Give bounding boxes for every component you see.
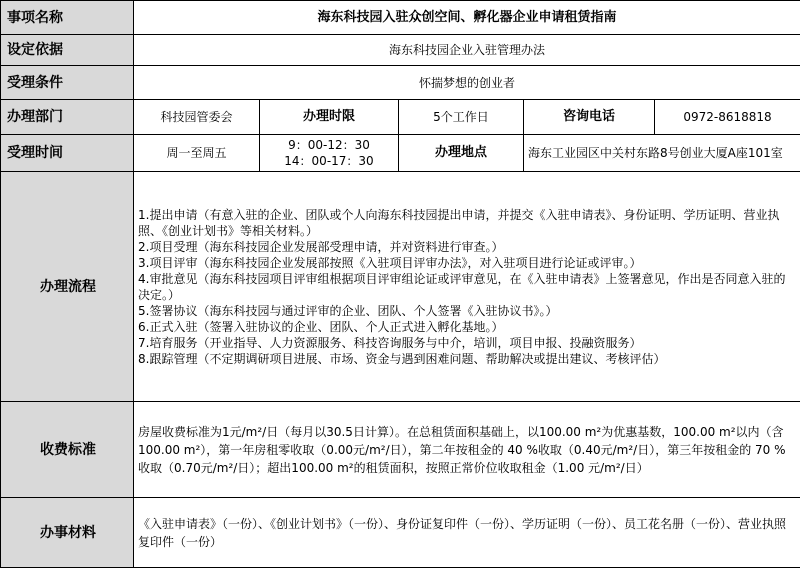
basis-label: 设定依据: [1, 35, 134, 66]
row-title: [1, 1, 800, 35]
row-fees: [1, 402, 800, 498]
materials-value: 《入驻申请表》（一份）、《创业计划书》（一份）、身份证复印件（一份）、学历证明（一份）、员工花名册（一份）、营业执照复印件（一份）: [134, 498, 800, 568]
materials-label: 办事材料: [1, 498, 134, 568]
reception-days: 周一至周五: [134, 135, 260, 172]
reception-label: 受理时间: [1, 135, 134, 172]
process-step: 5.签署协议（海东科技园与通过评审的企业、团队、个人签署《入驻协议书》。）: [138, 303, 796, 319]
hours-morning: 9：00-12：30: [264, 137, 394, 153]
title-label: 事项名称: [1, 1, 134, 35]
location-value: 海东工业园区中关村东路8号创业大厦A座101室: [524, 135, 800, 172]
process-step: 3.项目评审（海东科技园企业发展部按照《入驻项目评审办法》，对入驻项目进行论证或评审。）: [138, 255, 796, 271]
reception-hours: [260, 135, 399, 172]
process-step: 1.提出申请（有意入驻的企业、团队或个人向海东科技园提出申请，并提交《入驻申请表》、身份证明、学历证明、营业执照、《创业计划书》等相关材料。）: [138, 207, 796, 239]
row-conditions: [1, 66, 800, 100]
row-department: [1, 100, 800, 135]
row-reception: [1, 135, 800, 172]
title-value: 海东科技园入驻众创空间、孵化器企业申请租赁指南: [134, 1, 800, 35]
conditions-label: 受理条件: [1, 66, 134, 100]
phone-value: 0972-8618818: [655, 100, 800, 135]
process-step: 8.跟踪管理（不定期调研项目进展、市场、资金与遇到困难问题、帮助解决或提出建议、考核评估）: [138, 351, 796, 367]
department-value: 科技园管委会: [134, 100, 260, 135]
phone-label: 咨询电话: [524, 100, 655, 135]
hours-afternoon: 14：00-17：30: [264, 153, 394, 169]
row-materials: [1, 498, 800, 568]
process-step: 6.正式入驻（签署入驻协议的企业、团队、个人正式进入孵化基地。）: [138, 319, 796, 335]
conditions-value: 怀揣梦想的创业者: [134, 66, 800, 100]
fees-value: 房屋收费标准为1元/m²/日（每月以30.5日计算）。在总租赁面积基础上，以100.00 m²为优惠基数，100.00 m²以内（含 100.00 m²），第一年房租零收取（0.00元/m²/日），第二年按租金的 40 %收取（0.40元/m²/日），第三年按租金的 70 %收取（0.70元/m²/日）；超出100.00 m²的租赁面积，按照正常价位收取租金（1.00 元/m²/日）: [134, 402, 800, 498]
process-step: 4.审批意见（海东科技园项目评审组根据项目评审组论证或评审意见，在《入驻申请表》上签署意见，作出是否同意入驻的决定。）: [138, 271, 796, 303]
time-limit-label: 办理时限: [260, 100, 399, 135]
department-label: 办理部门: [1, 100, 134, 135]
location-label: 办理地点: [399, 135, 524, 172]
process-steps: [134, 172, 800, 402]
process-step: 7.培育服务（开业指导、人力资源服务、科技咨询服务与中介，培训，项目申报、投融资服务）: [138, 335, 796, 351]
time-limit-value: 5个工作日: [399, 100, 524, 135]
process-step: 2.项目受理（海东科技园企业发展部受理申请，并对资料进行审查。）: [138, 239, 796, 255]
process-label: 办理流程: [1, 172, 134, 402]
row-basis: [1, 35, 800, 66]
row-process: [1, 172, 800, 402]
fees-label: 收费标准: [1, 402, 134, 498]
basis-value: 海东科技园企业入驻管理办法: [134, 35, 800, 66]
